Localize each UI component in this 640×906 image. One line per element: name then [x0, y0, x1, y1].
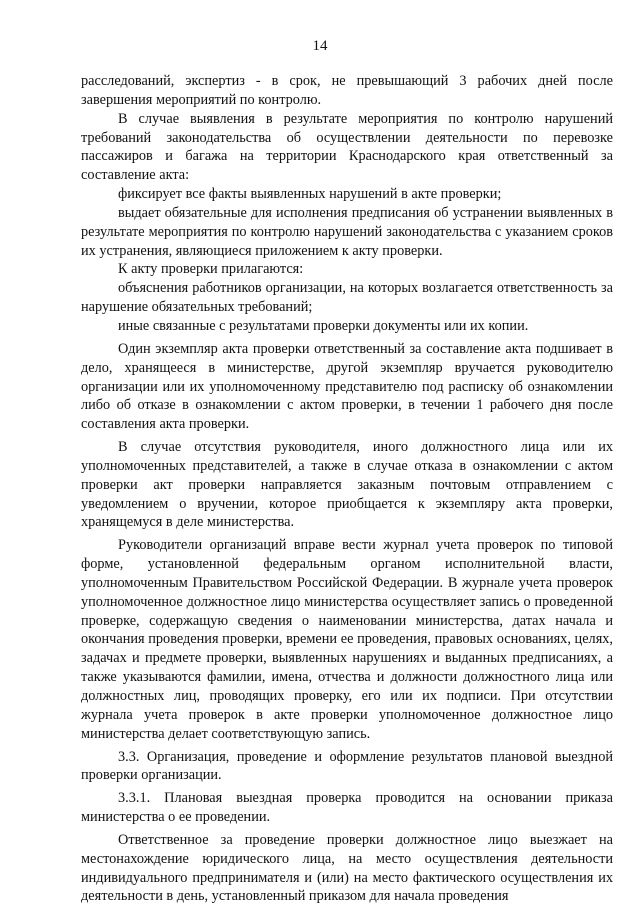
paragraph-8: Один экземпляр акта проверки ответственный за составление акта подшивает в дело, хранящееся в министерстве, другой экземпляр вручается руководителю организации или их уполномоченному представителю под расписку об ознакомлении либо об отказе в ознакомлении с актом проверки, в течении 1 рабочего дня после составления акта проверки. [81, 340, 613, 433]
paragraph-10: Руководители организаций вправе вести журнал учета проверок по типовой форме, установленной федеральным органом исполнительной власти, уполномоченным Правительством Российской Федерации. В журнале учета проверок уполномоченное должностное лицо министерства осуществляет запись о проведенной проверке, содержащую сведения о наименовании министерства, датах начала и окончания проведения проверки, времени ее проведения, правовых основаниях, целях, задачах и предмете проверки, выявленных нарушениях и выданных предписаниях, а также указываются фамилии, имена, отчества и должности должностного лица или должностных лиц, проводящих проверку, его или их подписи. При отсутствии журнала учета проверок в акте проверки уполномоченное должностное лицо министерства делает соответствующую запись. [81, 537, 613, 742]
paragraph-3-3-1: 3.3.1. Плановая выездная проверка проводится на основании приказа министерства о ее проведении. [81, 790, 613, 826]
paragraph-13: Ответственное за проведение проверки должностное лицо выезжает на местонахождение юридического лица, на место осуществления деятельности индивидуального предпринимателя и (или) на место фактического осуществления их деятельности в день, установленный приказом для начала проведения [81, 831, 613, 905]
page-number: 14 [312, 38, 328, 54]
paragraph-3: фиксирует все факты выявленных нарушений в акте проверки; [118, 186, 502, 203]
paragraph-4: выдает обязательные для исполнения предписания об устранении выявленных в результате мероприятия по контролю нарушений законодательства с указанием сроков их устранения, являющиеся приложением к акту проверки. [81, 204, 613, 259]
paragraph-2: В случае выявления в результате мероприятия по контролю нарушений требований законодательства об осуществлении деятельности по перевозке пассажиров и багажа на территории Краснодарского края ответственный за составление акта: [81, 110, 613, 184]
document-body [81, 72, 613, 906]
paragraph-1: расследований, экспертиз - в срок, не превышающий 3 рабочих дней после завершения мероприятий по контролю. [81, 73, 613, 108]
paragraph-6: объяснения работников организации, на которых возлагается ответственность за нарушение обязательных требований; [81, 280, 613, 316]
paragraph-5: К акту проверки прилагаются: [118, 261, 304, 278]
paragraph-7: иные связанные с результатами проверки документы или их копии. [118, 317, 529, 334]
paragraph-9: В случае отсутствия руководителя, иного должностного лица или их уполномоченных представителей, а также в случае отказа в ознакомлении с актом проверки акт проверки направляется заказным почтовым отправлением с уведомлением о вручении, которое приобщается к экземпляру акта проверки, хранящемуся в деле министерства. [81, 439, 613, 531]
section-heading-3-3: 3.3. Организация, проведение и оформление результатов плановой выездной проверки организации. [81, 748, 613, 784]
